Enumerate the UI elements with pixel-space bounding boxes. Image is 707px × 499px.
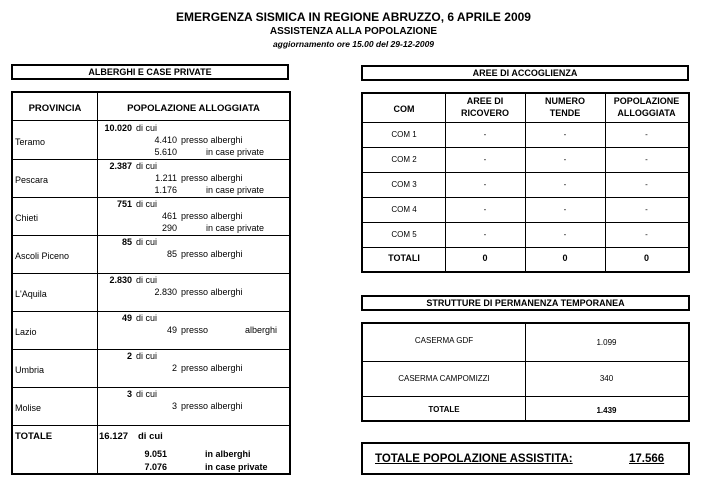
tende-value: - [563,130,567,139]
col-provincia: PROVINCIA [28,103,82,114]
pop-value: - [645,155,648,164]
col-aree-line1: AREE DI [466,96,504,106]
line-label: in case private [206,185,265,195]
page-title: EMERGENZA SISMICA IN REGIONE ABRUZZO, 6 APRILE 2009 [176,10,531,24]
tende-value: - [563,180,567,189]
di-cui-label: di cui [136,199,158,209]
provincia-total: 85 [121,237,132,247]
di-cui-label: di cui [136,275,158,285]
tende-value: - [563,205,567,214]
line-label: presso alberghi [181,173,243,183]
line-label: in case private [206,147,265,157]
summary-box [361,442,690,475]
line-value: 1.176 [154,185,177,195]
provincia-name: Teramo [15,137,46,147]
totale-private-value: 7.076 [144,462,167,472]
com-label: COM 1 [391,130,417,139]
totale-label: TOTALE [15,431,53,442]
line-label: presso alberghi [181,249,243,259]
totale-value: 16.127 [99,431,129,442]
summary-value: 17.566 [629,453,665,465]
hotels-table [11,91,291,475]
totale-private-label: in case private [205,462,268,472]
line-label: presso [181,325,209,335]
strutture-row-value: 1.099 [596,338,617,347]
page-subtitle: ASSISTENZA ALLA POPOLAZIONE [269,26,438,37]
aree-table [361,92,690,273]
line-label: in case private [206,223,265,233]
line-label: presso alberghi [181,363,243,373]
line-value: 4.410 [154,135,177,145]
pop-value: - [645,230,648,239]
line-value: 1.211 [155,173,177,183]
provincia-name: Molise [15,403,42,413]
strutture-row-name: CASERMA CAMPOMIZZI [398,374,490,383]
line-label: presso alberghi [181,135,243,145]
provincia-name: Lazio [15,327,37,337]
update-note: aggiornamento ore 15.00 del 29-12-2009 [272,39,435,49]
col-tende-line2: TENDE [549,108,581,118]
com-label: COM 2 [391,155,417,164]
provincia-name: Pescara [15,175,49,185]
provincia-total: 2.387 [109,161,132,171]
line-label: presso alberghi [181,211,243,221]
line-value: 2.830 [154,287,177,297]
provincia-total: 2 [126,351,132,361]
totale-alberghi-value: 9.051 [144,449,167,459]
strutture-total-value: 1.439 [596,406,617,415]
aree-value: - [483,205,487,214]
tende-value: - [563,230,567,239]
line-value: 2 [171,363,177,373]
tende-value: - [563,155,567,164]
totali-pop: 0 [643,253,649,263]
summary-label: TOTALE POPOLAZIONE ASSISTITA: [375,453,573,465]
provincia-total: 751 [116,199,132,209]
col-popolazione: POPOLAZIONE ALLOGGIATA [127,103,260,114]
line-value: 85 [166,249,177,259]
section-title-aree: AREE DI ACCOGLIENZA [361,65,689,81]
com-label: COM 4 [391,205,417,214]
provincia-name: Chieti [15,213,39,223]
section-title-alberghi: ALBERGHI E CASE PRIVATE [11,64,289,80]
provincia-total: 3 [126,389,132,399]
col-pop-line1: POPOLAZIONE [613,96,680,106]
aree-value: - [483,230,487,239]
pop-value: - [645,180,648,189]
totali-tende: 0 [562,253,568,263]
col-aree-line2: RICOVERO [460,108,509,118]
pop-value: - [645,205,648,214]
di-cui-label: di cui [136,313,158,323]
strutture-total-label: TOTALE [428,405,460,414]
strutture-row-value: 340 [599,374,614,383]
strutture-table [361,322,690,422]
di-cui-label: di cui [136,237,158,247]
aree-value: - [483,180,487,189]
provincia-name: Ascoli Piceno [15,251,70,261]
line-value: 290 [161,223,177,233]
provincia-name: Umbria [15,365,45,375]
line-value: 3 [171,401,177,411]
strutture-row-name: CASERMA GDF [414,336,474,345]
aree-value: - [483,155,487,164]
line-label-2: alberghi [245,325,278,335]
totale-di-cui: di cui [138,431,163,442]
section-title-strutture: STRUTTURE DI PERMANENZA TEMPORANEA [361,295,690,311]
di-cui-label: di cui [136,389,158,399]
line-value: 5.610 [154,147,177,157]
line-value: 49 [166,325,177,335]
aree-value: - [483,130,487,139]
provincia-total: 10.020 [104,123,132,133]
com-label: COM 5 [391,230,417,239]
di-cui-label: di cui [136,161,158,171]
pop-value: - [645,130,648,139]
line-value: 461 [161,211,177,221]
line-label: presso alberghi [181,401,243,411]
di-cui-label: di cui [136,123,158,133]
com-label: COM 3 [391,180,417,189]
provincia-total: 49 [121,313,132,323]
di-cui-label: di cui [136,351,158,361]
totali-aree: 0 [482,253,488,263]
col-tende-line1: NUMERO [545,96,585,106]
provincia-name: L'Aquila [15,289,47,299]
col-pop-line2: ALLOGGIATA [617,108,676,118]
provincia-total: 2.830 [109,275,132,285]
line-label: presso alberghi [181,287,243,297]
col-com: COM [393,104,415,114]
totale-alberghi-label: in alberghi [205,449,251,459]
totali-label: TOTALI [388,253,420,263]
